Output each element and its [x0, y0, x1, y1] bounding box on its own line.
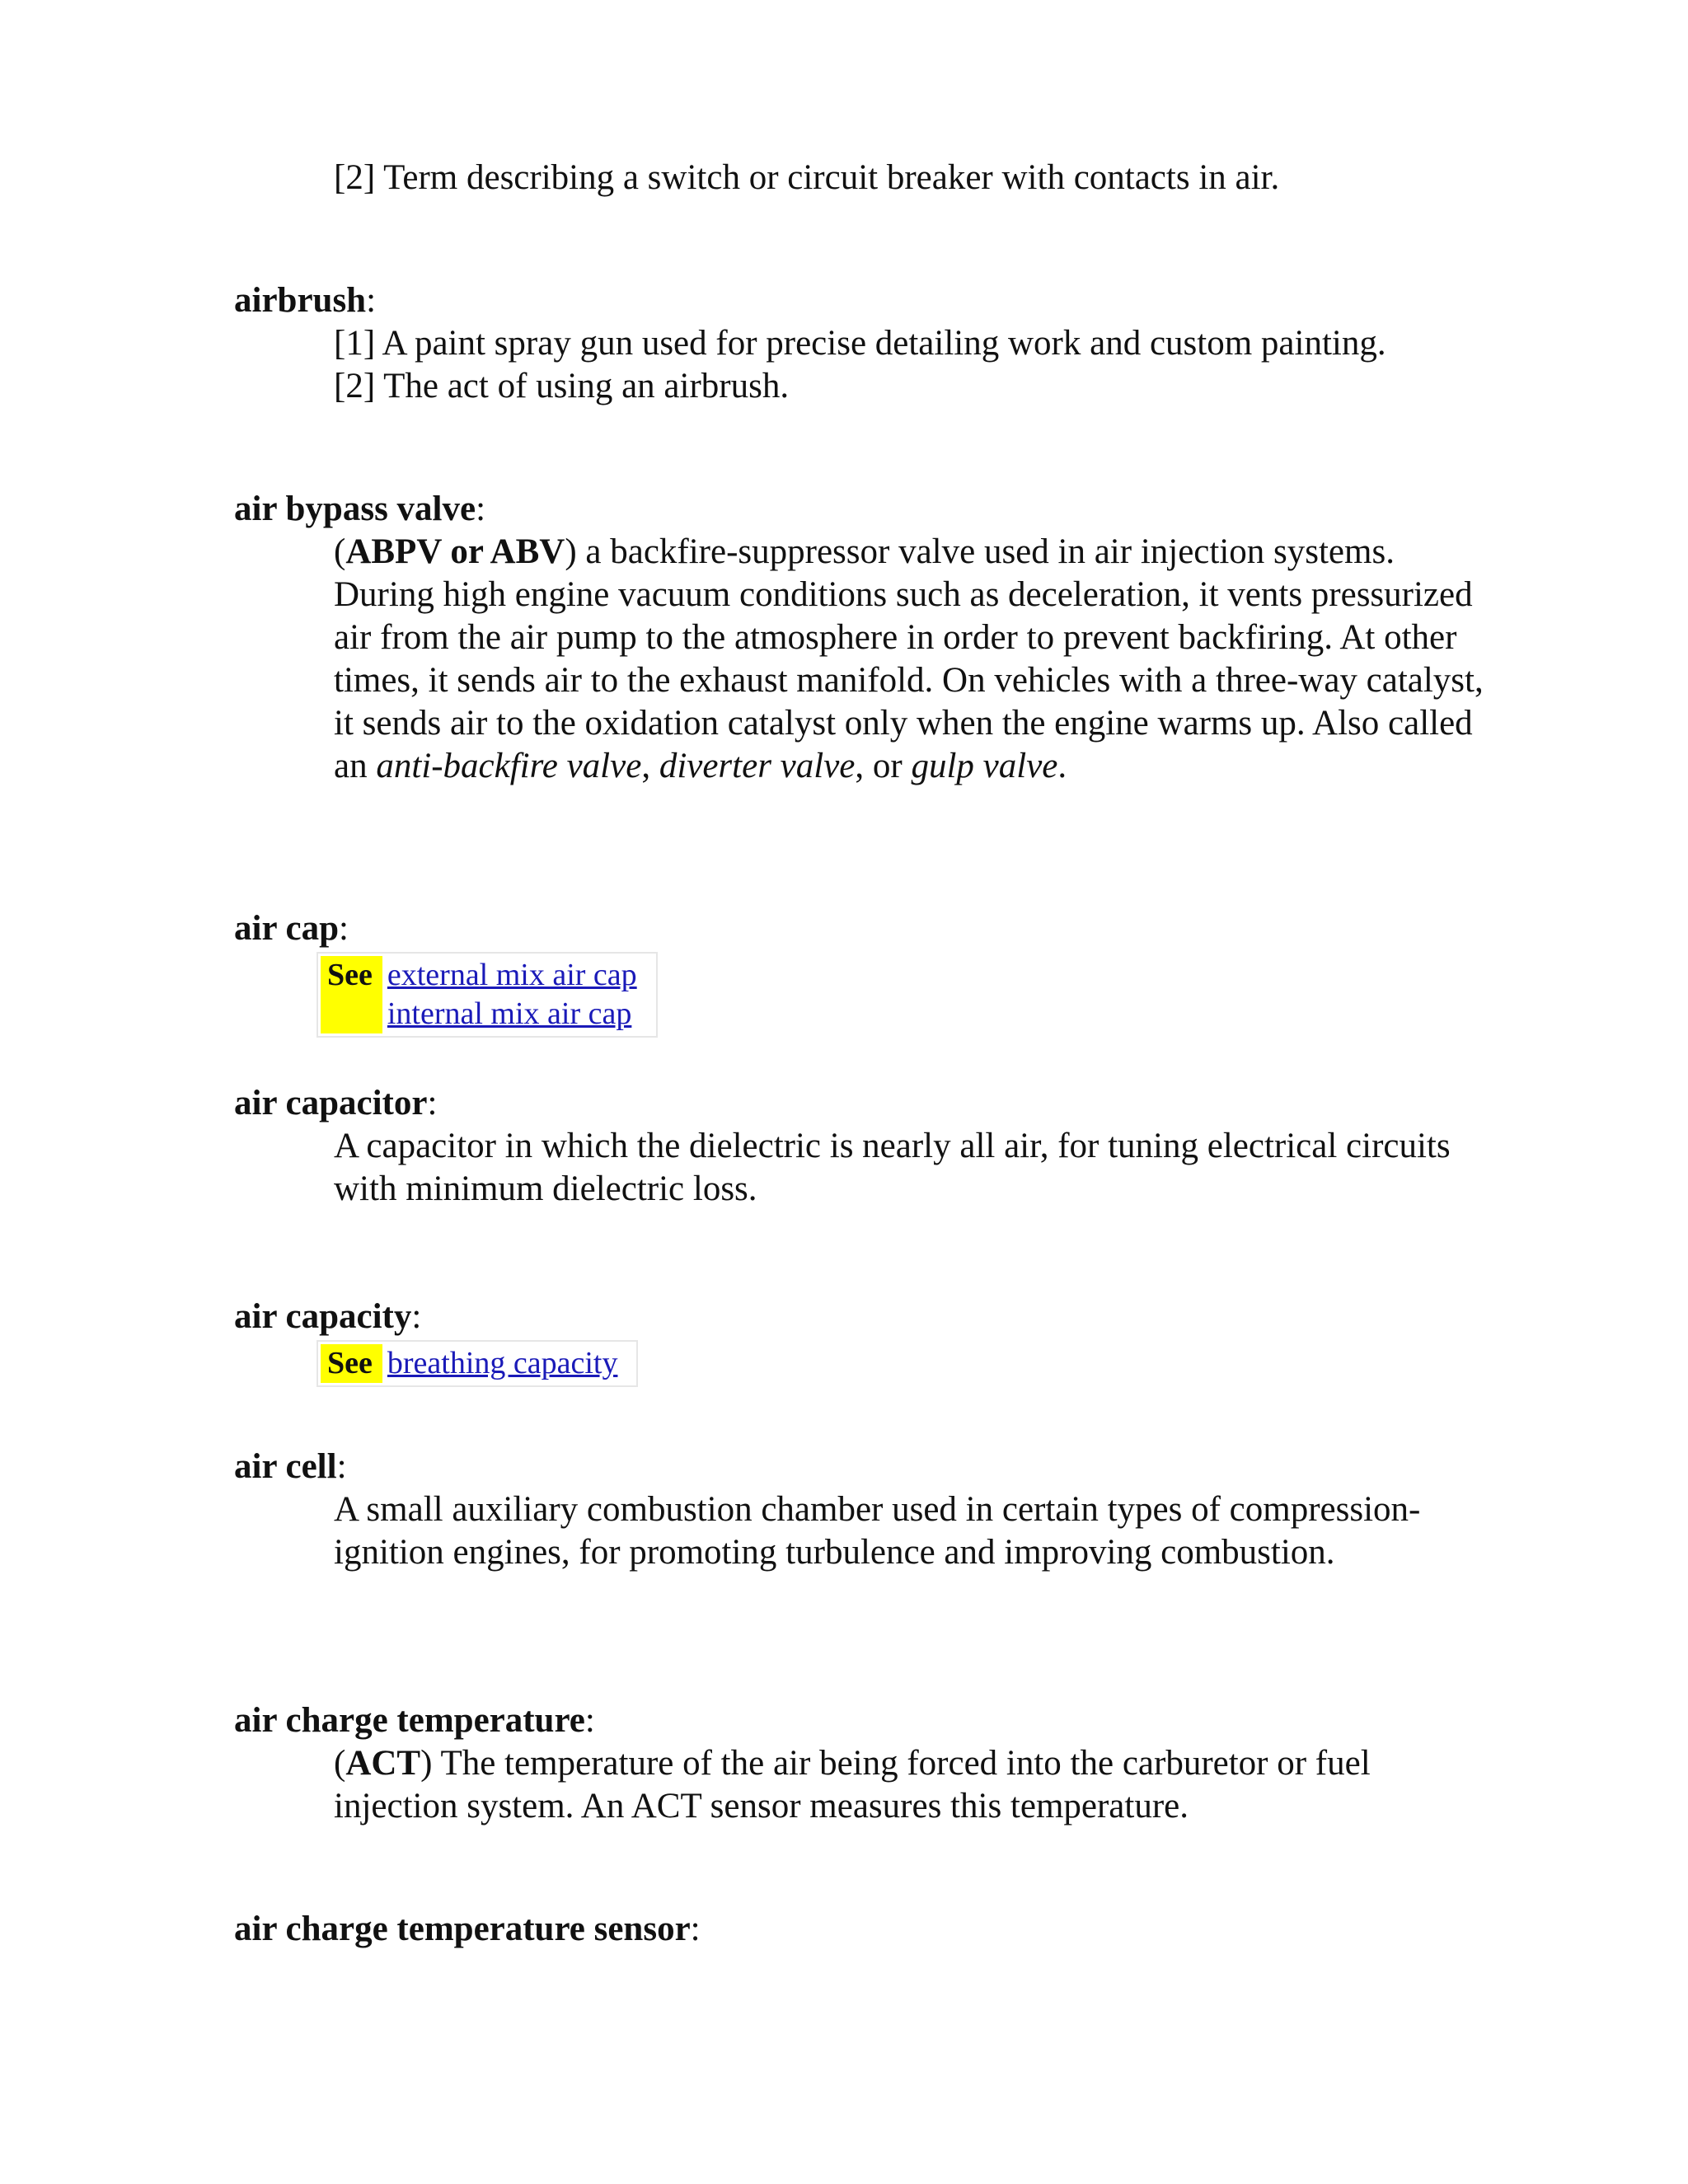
- see-link-external-mix-air-cap[interactable]: external mix air cap: [387, 958, 637, 992]
- alias-term: diverter valve: [659, 747, 856, 785]
- entry-airbrush: [234, 279, 1487, 408]
- entry-term: air bypass valve:: [234, 490, 486, 528]
- entry-term: air cap:: [234, 909, 349, 948]
- definition-text: (ACT) The temperature of the air being forced into the carburetor or fuel injection system. An ACT sensor measures this temperature.: [334, 1744, 1371, 1825]
- see-link-internal-mix-air-cap[interactable]: internal mix air cap: [387, 996, 632, 1031]
- definition-text: [2] Term describing a switch or circuit breaker with contacts in air.: [334, 158, 1280, 197]
- definition-list: [334, 322, 1488, 408]
- entry-term: air capacity:: [234, 1297, 422, 1336]
- abbreviation: ABPV or ABV: [345, 532, 565, 571]
- entry-term: air cell:: [234, 1447, 347, 1486]
- see-label: See: [321, 956, 382, 1033]
- definition-text: A small auxiliary combustion chamber used in certain types of compression-ignition engines, for promoting turbulence and improving combustion.: [334, 1490, 1421, 1572]
- see-also-box: [316, 952, 658, 1038]
- entry-term: airbrush:: [234, 281, 377, 320]
- abbreviation: ACT: [345, 1744, 421, 1783]
- definition-item: [1] A paint spray gun used for precise detailing work and custom painting.: [334, 324, 1386, 363]
- see-links: [382, 1344, 635, 1383]
- alias-term: gulp valve: [911, 747, 1058, 785]
- entry-air-charge-temperature-sensor: [234, 1908, 1487, 1951]
- entry-term: air charge temperature:: [234, 1701, 595, 1740]
- alias-term: anti-backfire valve: [376, 747, 642, 785]
- entry-air-bypass-valve: [234, 488, 1487, 788]
- entry-term: air capacitor:: [234, 1084, 438, 1122]
- see-links: [382, 956, 654, 1033]
- entry-air-capacity: [234, 1296, 1487, 1338]
- see-link-breathing-capacity[interactable]: breathing capacity: [387, 1346, 618, 1380]
- entry-air-cap: [234, 907, 1487, 950]
- see-also-box: [316, 1340, 638, 1387]
- entry-air-charge-temperature: [234, 1699, 1487, 1828]
- entry-air-cell: [234, 1446, 1487, 1574]
- definition-text: (ABPV or ABV) a backfire-suppressor valve used in air injection systems. During high engine vacuum conditions such as deceleration, it vents pressurized air from the air pump to the atmosphere in order to prevent backfiring. At other times, it sends air to the exhaust manifold. On vehicles with a three-way catalyst, it sends air to the oxidation catalyst only when the engine warms up. Also called an anti-backfire valve, diverter valve, or gulp valve.: [334, 532, 1484, 785]
- see-label: See: [321, 1344, 382, 1383]
- entry-term: air charge temperature sensor:: [234, 1910, 701, 1948]
- entry-air-capacitor: [234, 1082, 1487, 1211]
- definition-item: [2] The act of using an airbrush.: [334, 367, 790, 405]
- definition-text: A capacitor in which the dielectric is nearly all air, for tuning electrical circuits with minimum dielectric loss.: [334, 1127, 1451, 1208]
- entry-air-break-continued: [234, 157, 1487, 199]
